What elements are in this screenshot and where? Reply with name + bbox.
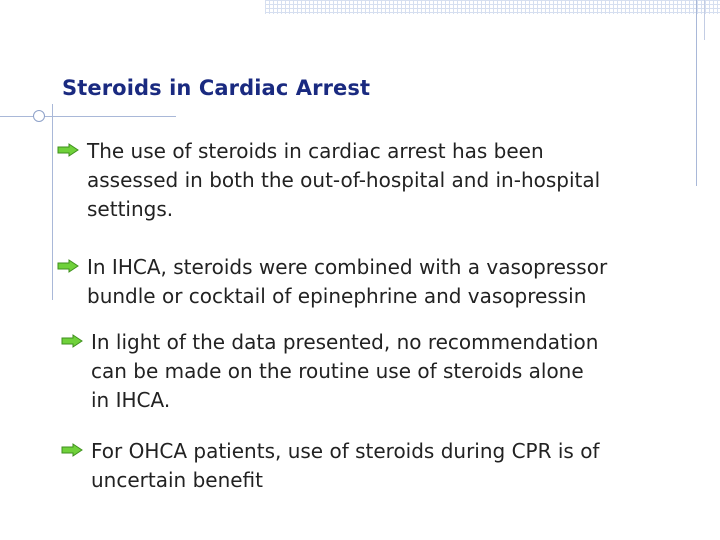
vertical-rule xyxy=(52,104,53,300)
bullet-line: uncertain benefit xyxy=(91,468,263,492)
bullet-item xyxy=(87,253,677,311)
bullet-line: The use of steroids in cardiac arrest has been xyxy=(87,139,544,163)
bullet-line: assessed in both the out-of-hospital and in-hospital xyxy=(87,168,601,192)
slide-title: Steroids in Cardiac Arrest xyxy=(62,76,371,100)
bullet-line: can be made on the routine use of steroids alone xyxy=(91,359,584,383)
bullet-item xyxy=(91,328,651,415)
right-vertical-rule-short xyxy=(704,0,705,40)
arrow-right-icon xyxy=(61,443,83,457)
bullet-line: settings. xyxy=(87,197,174,221)
horizontal-rule xyxy=(0,116,176,117)
bullet-item xyxy=(91,437,651,495)
circle-marker-icon xyxy=(33,110,45,122)
right-vertical-rule xyxy=(696,0,697,186)
bullet-line: In light of the data presented, no recommendation xyxy=(91,330,599,354)
bullet-item xyxy=(87,137,677,224)
bullet-line: in IHCA. xyxy=(91,388,171,412)
arrow-right-icon xyxy=(57,143,79,157)
decorative-grid-strip xyxy=(265,0,720,14)
arrow-right-icon xyxy=(57,259,79,273)
bullet-line: For OHCA patients, use of steroids during CPR is of xyxy=(91,439,600,463)
bullet-line: bundle or cocktail of epinephrine and vasopressin xyxy=(87,284,587,308)
bullet-line: In IHCA, steroids were combined with a vasopressor xyxy=(87,255,608,279)
arrow-right-icon xyxy=(61,334,83,348)
